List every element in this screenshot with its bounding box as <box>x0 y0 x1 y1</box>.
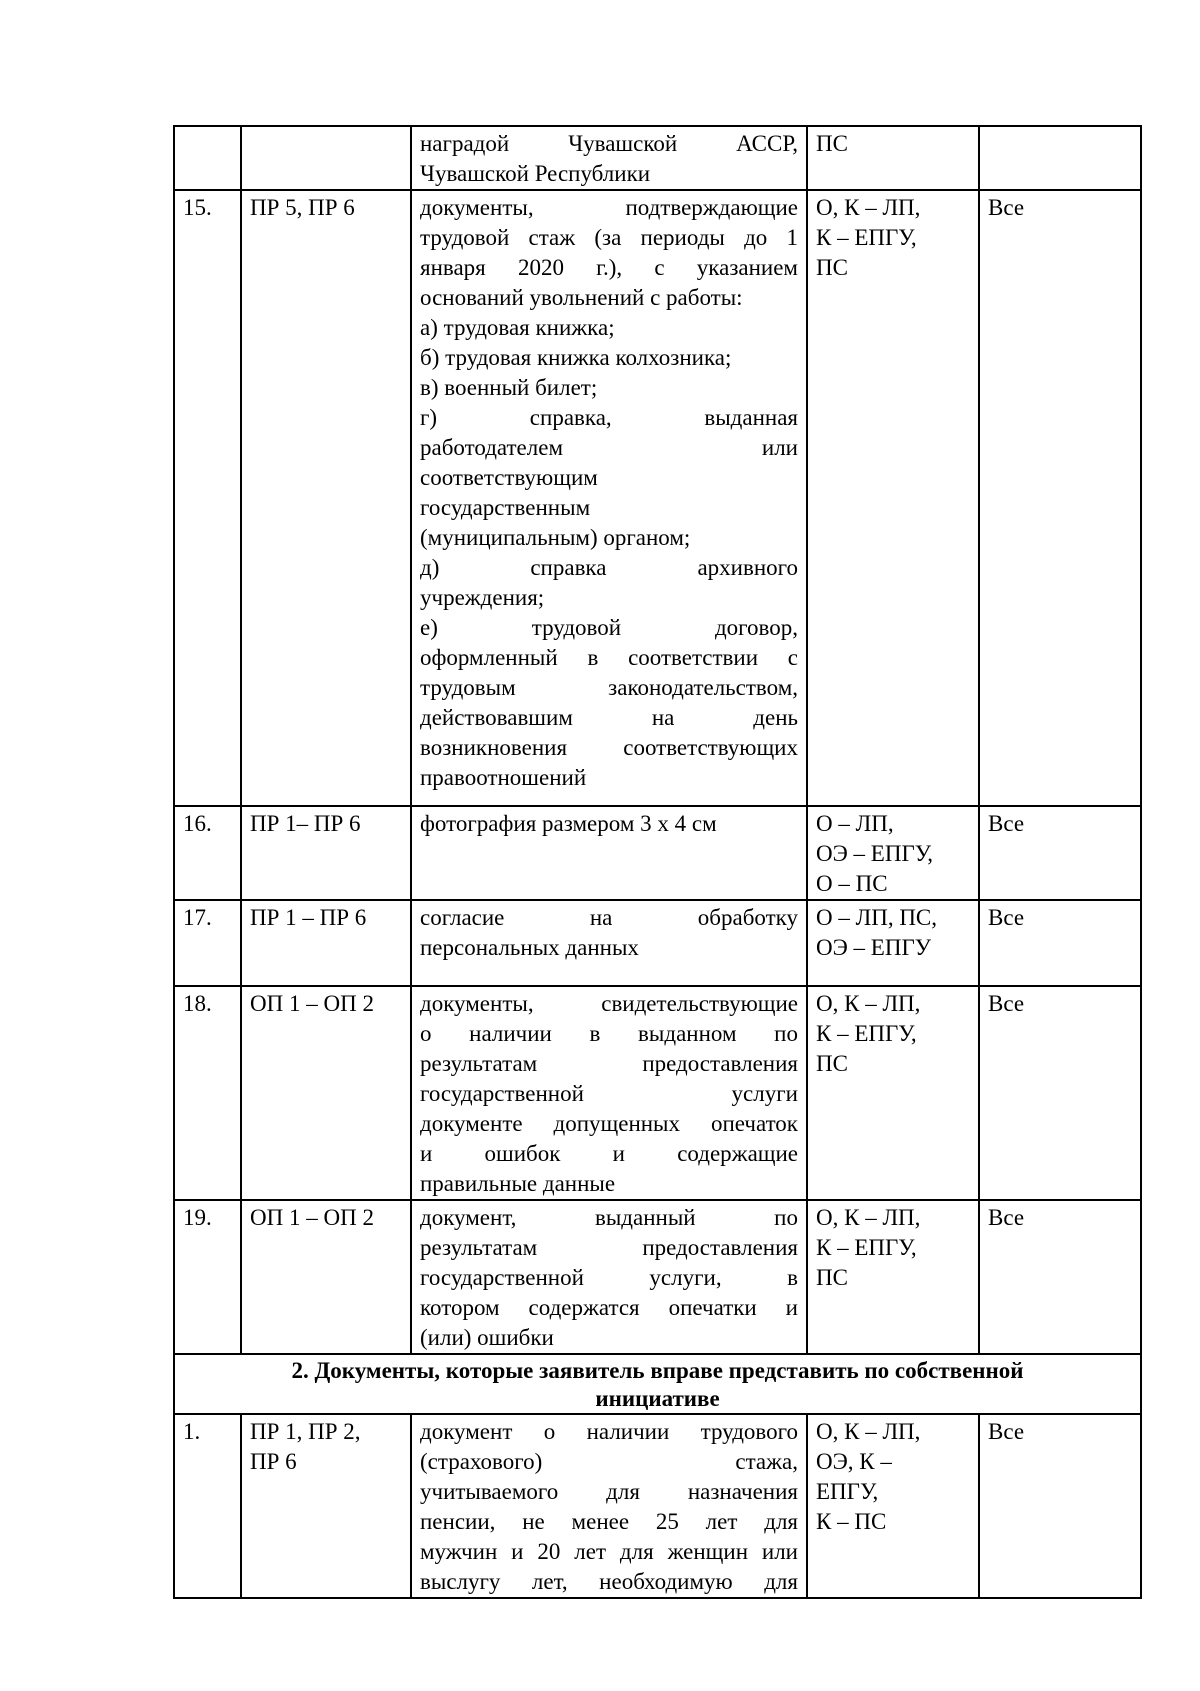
cell-line: ПС <box>816 1265 848 1290</box>
cell-line: (или) ошибки <box>420 1325 554 1350</box>
cell-line: ПР 1 – ПР 6 <box>250 905 367 930</box>
row-code <box>241 806 411 900</box>
row-applicant-category <box>979 1414 1141 1598</box>
cell-line: учитываемого для назначения <box>420 1479 798 1504</box>
cell-line: оформленный в соответствии с <box>420 645 798 670</box>
row-submission-method <box>807 1414 979 1598</box>
cell-line: Все <box>988 991 1025 1016</box>
row-number: 18. <box>174 986 241 1200</box>
row-code <box>241 1414 411 1598</box>
row-applicant-category <box>979 986 1141 1200</box>
cell-line: государственной услуги, в <box>420 1265 798 1290</box>
cell-line: Все <box>988 1419 1025 1444</box>
row-applicant-category <box>979 126 1141 190</box>
cell-line: О, К – ЛП, <box>816 1205 921 1230</box>
documents-table-body <box>174 126 1141 1598</box>
cell-line: соответствующим <box>420 465 598 490</box>
cell-line: ОЭ, К – <box>816 1449 892 1474</box>
cell-line: К – ЕПГУ, <box>816 1021 917 1046</box>
cell-line: трудовым законодательством, <box>420 675 798 700</box>
cell-line: а) трудовая книжка; <box>420 315 615 340</box>
cell-line: возникновения соответствующих <box>420 735 798 760</box>
table-row <box>174 1414 1141 1598</box>
row-document-text <box>411 126 807 190</box>
cell-line: О – ЛП, ПС, <box>816 905 938 930</box>
table-row <box>174 1200 1141 1354</box>
cell-line: ОЭ – ЕПГУ <box>816 935 932 960</box>
table-row <box>174 190 1141 806</box>
cell-line: б) трудовая книжка колхозника; <box>420 345 732 370</box>
cell-line: оснований увольнений с работы: <box>420 285 743 310</box>
cell-line: ПС <box>816 1051 848 1076</box>
row-submission-method <box>807 806 979 900</box>
cell-line: ПР 5, ПР 6 <box>250 195 355 220</box>
row-document-text <box>411 900 807 986</box>
table-row <box>174 986 1141 1200</box>
cell-line: ОП 1 – ОП 2 <box>250 1205 374 1230</box>
table-row <box>174 900 1141 986</box>
cell-line: учреждения; <box>420 585 545 610</box>
cell-line: Все <box>988 905 1025 930</box>
cell-line: документе допущенных опечаток <box>420 1111 798 1136</box>
cell-line: персональных данных <box>420 935 639 960</box>
cell-line: выслугу лет, необходимую для <box>420 1569 798 1594</box>
row-number <box>174 126 241 190</box>
cell-line: и ошибок и содержащие <box>420 1141 798 1166</box>
cell-line: государственной услуги <box>420 1081 798 1106</box>
row-document-text <box>411 806 807 900</box>
row-document-text <box>411 986 807 1200</box>
row-document-text <box>411 1200 807 1354</box>
cell-line: К – ЕПГУ, <box>816 225 917 250</box>
row-number: 16. <box>174 806 241 900</box>
row-number: 19. <box>174 1200 241 1354</box>
cell-line: января 2020 г.), с указанием <box>420 255 798 280</box>
documents-table <box>173 125 1142 1599</box>
cell-line: д) справка архивного <box>420 555 798 580</box>
cell-line: фотография размером 3 x 4 см <box>420 811 717 836</box>
cell-line: документ, выданный по <box>420 1205 798 1230</box>
row-code <box>241 190 411 806</box>
row-number: 17. <box>174 900 241 986</box>
cell-line: документ о наличии трудового <box>420 1419 798 1444</box>
cell-line: ЕПГУ, <box>816 1479 879 1504</box>
cell-line: ПС <box>816 131 848 156</box>
cell-line: О – ЛП, <box>816 811 894 836</box>
section-heading-row <box>174 1354 1141 1414</box>
section-heading-line: инициативе <box>595 1386 720 1411</box>
row-applicant-category <box>979 1200 1141 1354</box>
section-heading <box>174 1354 1141 1414</box>
row-submission-method <box>807 900 979 986</box>
cell-line: (муниципальным) органом; <box>420 525 691 550</box>
cell-line: результатам предоставления <box>420 1051 798 1076</box>
row-code <box>241 1200 411 1354</box>
cell-line: мужчин и 20 лет для женщин или <box>420 1539 798 1564</box>
cell-line: г) справка, выданная <box>420 405 798 430</box>
cell-line: О – ПС <box>816 871 888 896</box>
cell-line: ПС <box>816 255 848 280</box>
row-applicant-category <box>979 806 1141 900</box>
cell-line: трудовой стаж (за периоды до 1 <box>420 225 798 250</box>
cell-line: ОП 1 – ОП 2 <box>250 991 374 1016</box>
cell-line: пенсии, не менее 25 лет для <box>420 1509 798 1534</box>
cell-line: котором содержатся опечатки и <box>420 1295 798 1320</box>
section-heading-line: 2. Документы, которые заявитель вправе представить по собственной <box>291 1358 1024 1383</box>
cell-line: К – ПС <box>816 1509 887 1534</box>
cell-line: результатам предоставления <box>420 1235 798 1260</box>
row-document-text <box>411 190 807 806</box>
cell-line: ПР 6 <box>250 1449 297 1474</box>
cell-line: К – ЕПГУ, <box>816 1235 917 1260</box>
cell-line: правильные данные <box>420 1171 616 1196</box>
row-submission-method <box>807 1200 979 1354</box>
cell-line: ПР 1, ПР 2, <box>250 1419 361 1444</box>
cell-line: документы, свидетельствующие <box>420 991 798 1016</box>
cell-line: работодателем или <box>420 435 798 460</box>
cell-line: в) военный билет; <box>420 375 598 400</box>
row-code <box>241 900 411 986</box>
cell-line: О, К – ЛП, <box>816 991 921 1016</box>
row-code <box>241 126 411 190</box>
cell-line: Все <box>988 811 1025 836</box>
cell-line: Все <box>988 195 1025 220</box>
row-submission-method <box>807 190 979 806</box>
cell-line: согласие на обработку <box>420 905 798 930</box>
row-submission-method <box>807 126 979 190</box>
cell-line: (страхового) стажа, <box>420 1449 798 1474</box>
cell-line: наградой Чувашской АССР, <box>420 131 798 156</box>
cell-line: документы, подтверждающие <box>420 195 798 220</box>
cell-line: действовавшим на день <box>420 705 798 730</box>
row-document-text <box>411 1414 807 1598</box>
cell-line: государственным <box>420 495 591 520</box>
cell-line: Чувашской Республики <box>420 161 651 186</box>
row-code <box>241 986 411 1200</box>
cell-line: ПР 1– ПР 6 <box>250 811 361 836</box>
cell-line: О, К – ЛП, <box>816 195 921 220</box>
cell-line: Все <box>988 1205 1025 1230</box>
row-applicant-category <box>979 900 1141 986</box>
table-row <box>174 126 1141 190</box>
row-number: 15. <box>174 190 241 806</box>
row-number: 1. <box>174 1414 241 1598</box>
cell-line: правоотношений <box>420 765 587 790</box>
cell-line: ОЭ – ЕПГУ, <box>816 841 934 866</box>
row-submission-method <box>807 986 979 1200</box>
cell-line: о наличии в выданном по <box>420 1021 798 1046</box>
row-applicant-category <box>979 190 1141 806</box>
cell-line: е) трудовой договор, <box>420 615 798 640</box>
cell-line: О, К – ЛП, <box>816 1419 921 1444</box>
table-row <box>174 806 1141 900</box>
